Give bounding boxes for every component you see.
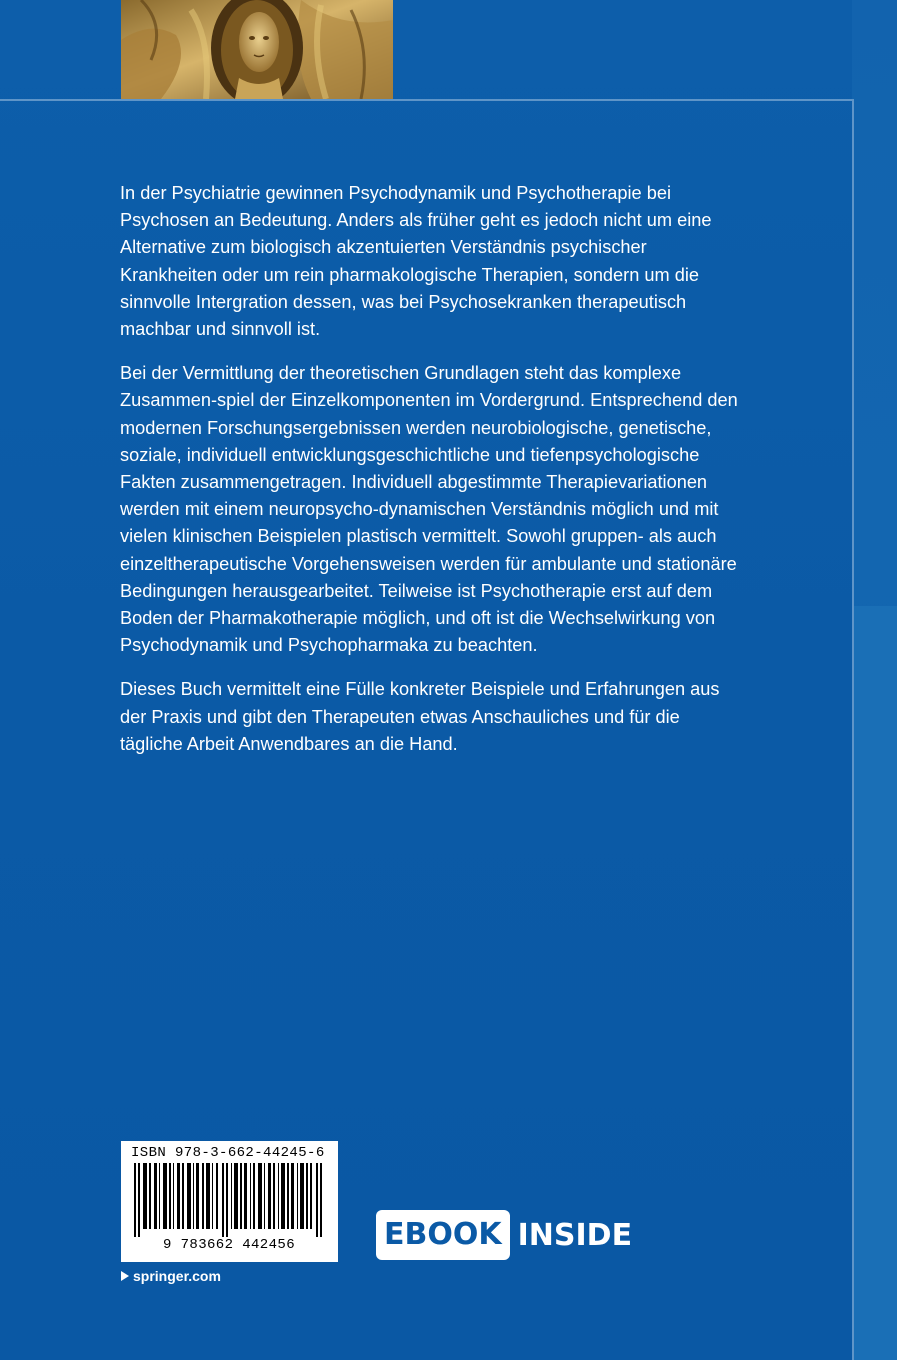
frame-line-right <box>852 99 854 1360</box>
barcode-box <box>121 1141 338 1262</box>
ean-digits: 9 783662 442456 <box>162 1237 296 1253</box>
blurb-text <box>120 180 738 775</box>
springer-link-text: springer.com <box>133 1268 221 1284</box>
frame-line-top <box>0 99 854 101</box>
isbn-label: ISBN 978-3-662-44245-6 <box>131 1145 325 1161</box>
barcode-icon <box>134 1163 324 1237</box>
springer-link[interactable] <box>121 1268 221 1284</box>
ebook-inside-badge <box>376 1210 632 1260</box>
blurb-paragraph-3: Dieses Buch vermittelt eine Fülle konkreter Beispiele und Erfahrungen aus der Praxis und gibt den Therapeuten etwas Anschauliches und für die tägliche Arbeit Anwendbares an die Hand. <box>120 679 720 754</box>
spine-panel-light <box>852 606 897 1360</box>
arrow-right-icon <box>121 1271 129 1281</box>
blurb-paragraph-1: In der Psychiatrie gewinnen Psychodynamik und Psychotherapie bei Psychosen an Bedeutung. Anders als früher geht es jedoch nicht um eine Alternative zum biologisch akzentuierten Verständnis psychischer Krankheiten oder um rein pharmakologische Therapien, sondern um die sinnvolle Intergration dessen, was bei Psychosekranken therapeutisch machbar und sinnvoll ist. <box>120 183 712 340</box>
golden-sculpture-image <box>121 0 393 99</box>
blurb-paragraph-2: Bei der Vermittlung der theoretischen Grundlagen steht das komplexe Zusammen-spiel der Einzelkomponenten im Vordergrund. Entsprechend den modernen Forschungsergebnissen werden neurobiologische, genetische, soziale, individuell entwicklungsgeschichtliche und tiefenpsychologische Fakten zusammengetragen. Individuell abgestimmte Therapievariationen werden mit einem neuropsycho-dynamischen Verständnis möglich und mit vielen klinischen Beispielen plastisch vermittelt. Sowohl gruppen- als auch einzeltherapeutische Vorgehensweisen werden für ambulante und stationäre Bedingungen herausgearbeitet. Teilweise ist Psychotherapie erst auf dem Boden der Pharmakotherapie möglich, und oft ist die Wechselwirkung von Psychodynamik und Psychopharmaka zu beachten. <box>120 363 738 656</box>
inside-label: INSIDE <box>517 1217 633 1253</box>
ebook-label: EBOOK <box>376 1210 510 1260</box>
